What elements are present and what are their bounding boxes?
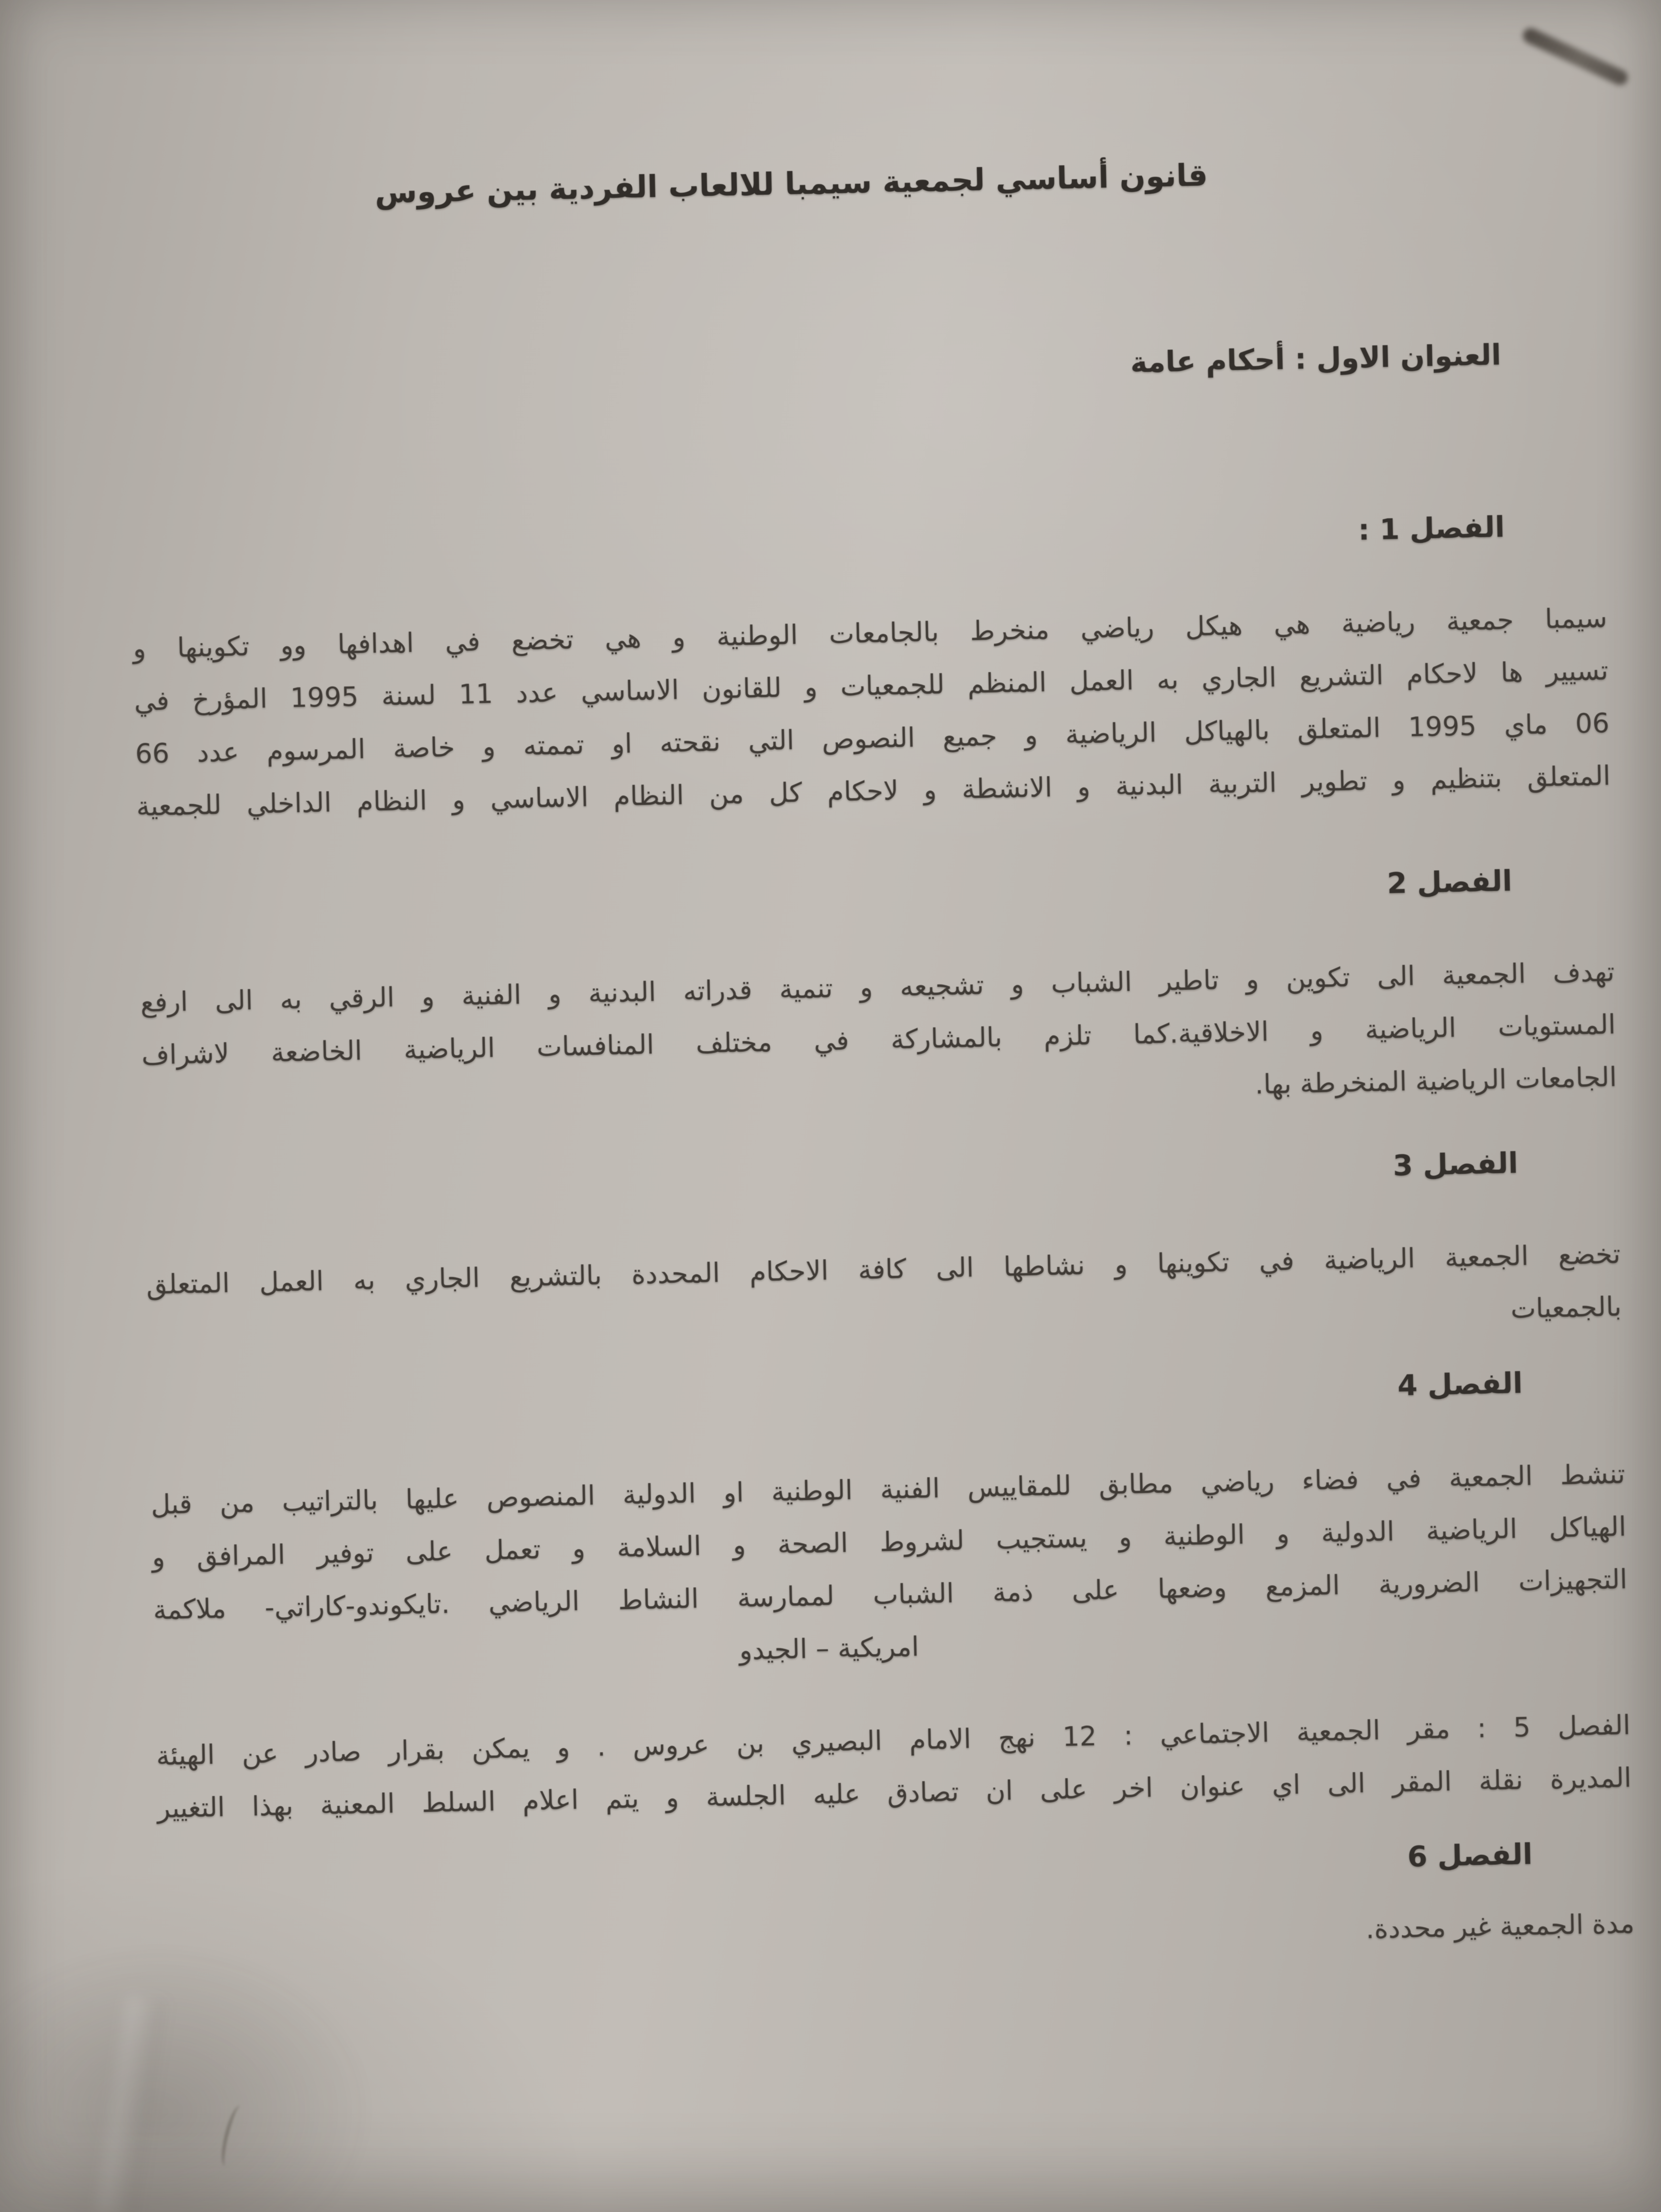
chapter-1 [131,503,1611,833]
chapter-heading: الفصل 3 [1392,1146,1518,1183]
corner-fold-shadow [0,1944,373,2212]
chapter-heading: الفصل 1 : [1358,510,1506,547]
paragraph-line: تهدف الجمعية الى تكوين و تاطير الشباب و تشجيعه و تنمية قدراته البدنية و الفنية و الرقي به الى ارفع [140,956,1615,1018]
document-title: قانون أساسي لجمعية سيمبا للالعاب الفردية بين عروس [374,157,1208,211]
section-heading: العنوان الاول : أحكام عامة [1130,338,1502,380]
paragraph-line: امريكية – الجيدو [739,1631,919,1666]
paragraph-line: المديرة نقلة المقر الى اي عنوان اخر على ان تصادق عليه الجلسة و يتم اعلام السلط المعنية بهذا التغيير [157,1762,1632,1825]
paragraph-line: التجهيزات الضرورية المزمع وضعها على ذمة الشباب لممارسة النشاط الرياضي .تايكوندو-كاراتي- ملاكمة [153,1564,1628,1626]
chapter-5 [155,1699,1632,1835]
chapters [131,503,1635,1981]
document-text-layer [120,0,1635,1981]
paragraph-line: المستويات الرياضية و الاخلاقية.كما تلزم بالمشاركة في مختلف المنافسات الرياضية الخاضعة لاشراف [141,1009,1616,1071]
paragraph-line: تسيير ها لاحكام التشريع الجاري به العمل المنظم للجمعيات و للقانون الاساسي عدد 11 لسنة 1995 المؤرخ في [133,655,1609,717]
paragraph-line: سيمبا جمعية رياضية هي هيكل رياضي منخرط بالجامعات الوطنية و هي تخضع في اهدافها وو تكوينها و [133,602,1608,664]
chapter-3 [144,1139,1622,1364]
paragraph-line: الفصل 5 : مقر الجمعية الاجتماعي : 12 نهج الامام البصيري بن عروس . و يمكن بقرار صادر عن الهيئة [155,1709,1631,1772]
paragraph-line: الجامعات الرياضية المنخرطة بها. [1254,1062,1617,1101]
paragraph-line: تنشط الجمعية في فضاء رياضي مطابق للمقاييس الفنية الوطنية او الدولية المنصوص عليها بالتراتيب من قبل [150,1459,1626,1521]
chapter-6 [158,1831,1635,1981]
paragraph-line: الهياكل الرياضية الدولية و الوطنية و يستجيب لشروط الصحة و السلامة و تعمل على توفير المرافق و [152,1511,1627,1573]
paragraph-line: 06 ماي 1995 المتعلق بالهياكل الرياضية و جميع النصوص التي نقحته او تممته و خاصة المرسوم عدد 66 [135,708,1610,770]
chapter-heading: الفصل 2 [1386,864,1513,901]
chapter-heading: الفصل 4 [1397,1366,1523,1403]
chapter-4 [149,1360,1629,1689]
chapter-heading: الفصل 6 [1407,1837,1533,1874]
chapter-2 [138,857,1617,1134]
paragraph-line: المتعلق بتنظيم و تطوير التربية البدنية و الانشطة و لاحكام كل من النظام الاساسي و النظام الداخلي للجمعية [136,760,1611,822]
paragraph-line: مدة الجمعية غير محددة. [1365,1908,1635,1945]
paragraph-line: بالجمعيات [1510,1291,1622,1325]
paragraph-line: تخضع الجمعية الرياضية في تكوينها و نشاطها الى كافة الاحكام المحددة بالتشريع الجاري به العمل المتعلق [146,1239,1621,1301]
